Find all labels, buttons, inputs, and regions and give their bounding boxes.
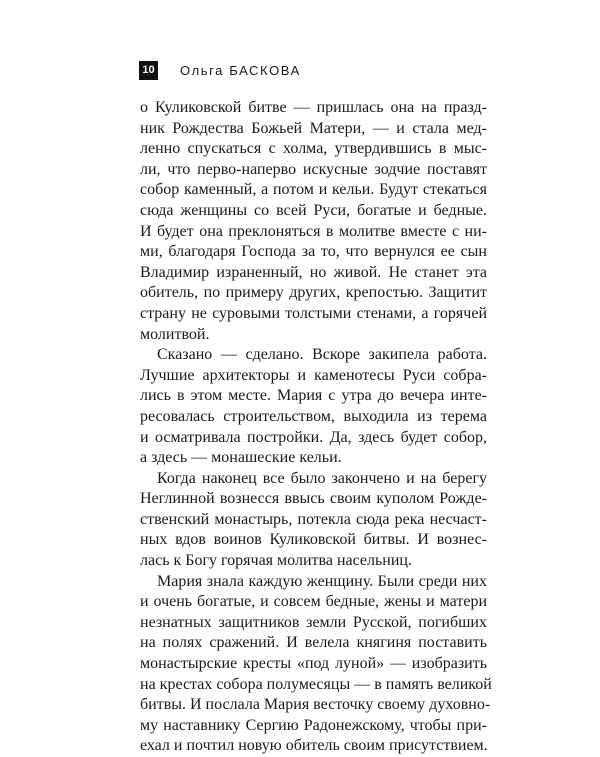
text-line: а здесь — монашеские кельи. (140, 449, 342, 467)
text-line: и осматривала постройки. Да, здесь будет собор, (140, 428, 487, 446)
text-line: Когда наконец все было закончено и на берегу (157, 469, 487, 487)
text-line: страну не суровыми толстыми стенами, а горячей (140, 304, 487, 322)
text-line: Лучшие архитекторы и каменотесы Руси собра- (140, 366, 487, 384)
body-text (140, 98, 492, 757)
text-line: и очень богатые, и совсем бедные, жены и матери (140, 593, 487, 611)
text-line: ных вдов воинов Куликовской битвы. И вознес- (140, 531, 487, 549)
text-line: на полях сражений. И велела княгиня поставить (140, 634, 487, 652)
text-line: обитель, по примеру других, крепостью. Защитит (140, 284, 487, 302)
paragraph (140, 572, 492, 757)
text-line: Мария знала каждую женщину. Были среди них (157, 572, 487, 590)
text-line: на крестах собора полумесяцы — в память великой (140, 675, 492, 693)
text-line: незнатных защитников земли Русской, погибших (140, 613, 487, 631)
text-line: ленно спускаться с холма, утвердившись в мыс- (140, 140, 487, 158)
text-line: ственский монастырь, потекла сюда река несчаст- (140, 510, 487, 528)
text-line: сюда женщины со всей Руси, богатые и бедные. (140, 201, 487, 219)
paragraph (140, 98, 487, 345)
page-header (139, 60, 301, 80)
text-line: битвы. И послала Мария весточку своему духовно- (140, 696, 491, 714)
text-line: ли, что перво-наперво искусные зодчие поставят (140, 160, 487, 178)
page-number: 10 (139, 61, 158, 80)
text-line: ми, благодаря Господа за то, что вернулся ее сын (140, 243, 487, 261)
text-line: ехал и почтил новую обитель своим присутствием. (140, 737, 488, 755)
text-line: собор каменный, а потом и кельи. Будут стекаться (140, 181, 487, 199)
text-line: И будет она преклоняться в молитве вместе с ни- (140, 222, 487, 240)
text-line: ресовалась строительством, выходила из терема (140, 407, 487, 425)
text-line: Неглинной вознесся ввысь своим куполом Рожде- (140, 490, 487, 508)
text-line: ник Рождества Божьей Матери, — и стала мед- (140, 119, 487, 137)
text-line: лась к Богу горячая молитва насельниц. (140, 552, 412, 570)
text-line: молитвой. (140, 325, 210, 343)
text-line: Владимир израненный, но живой. Не станет эта (140, 263, 487, 281)
text-line: му наставнику Сергию Радонежскому, чтобы при- (140, 716, 487, 734)
text-line: Сказано — сделано. Вскоре закипела работа. (157, 346, 487, 364)
running-head: Ольга БАСКОВА (180, 62, 301, 78)
text-line: монастырские кресты «под луной» — изобразить (140, 655, 487, 673)
paragraph (140, 345, 487, 469)
text-line: о Куликовской битве — пришлась она на празд- (140, 99, 487, 116)
text-line: лись в этом месте. Мария с утра до вечера инте- (140, 387, 487, 405)
paragraph (140, 469, 487, 572)
